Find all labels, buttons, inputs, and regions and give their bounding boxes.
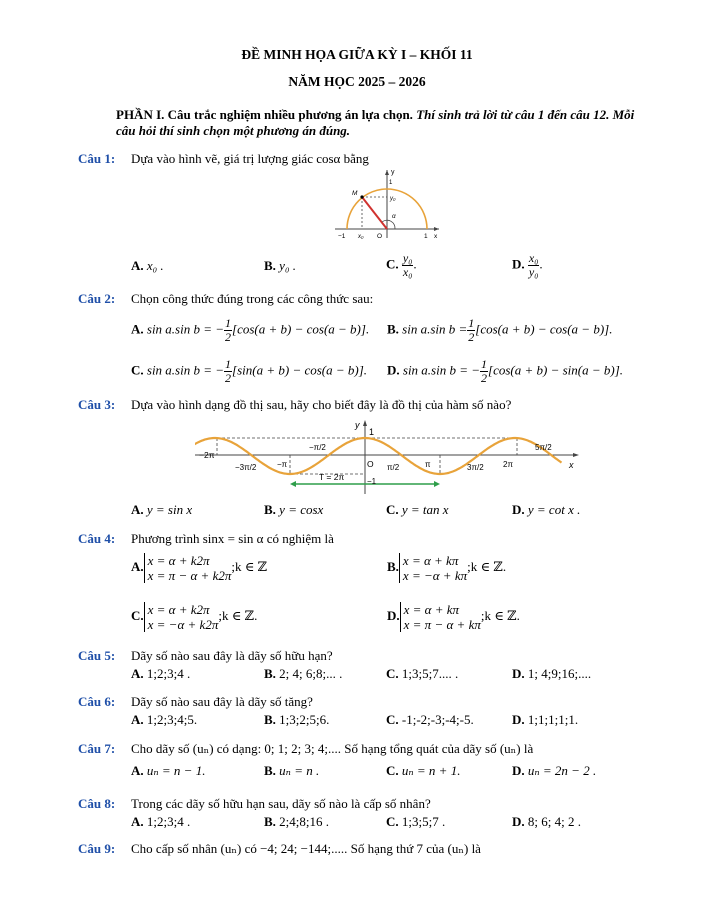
option-6b[interactable]: B. 1;3;2;5;6. [264, 712, 330, 727]
question-label: Câu 5: [78, 648, 116, 663]
question-label: Câu 7: [78, 741, 116, 756]
unit-circle-figure [333, 166, 443, 242]
fig1-x0: x₀ [358, 234, 364, 240]
fig2-threepi2: 3π/2 [467, 463, 484, 472]
fig1-one-top: 1 [389, 180, 393, 186]
option-8d[interactable]: D. 8; 6; 4; 2 . [512, 814, 581, 829]
fig1-y-label: y [391, 169, 395, 176]
fig1-neg1: −1 [338, 233, 346, 240]
option-5c[interactable]: C. 1;3;5;7.... . [386, 666, 459, 681]
fig1-alpha: α [392, 213, 396, 220]
fig2-fivepi2: 5π/2 [535, 443, 552, 452]
option-4d[interactable]: D. x = α + kπ x = π − α + kπ ;k ∈ ℤ. [387, 602, 520, 632]
question-label: Câu 8: [78, 796, 116, 811]
fig2-negpi: −π [277, 460, 288, 469]
question-label: Câu 9: [78, 841, 116, 856]
school-year: NĂM HỌC 2025 – 2026 [288, 74, 426, 89]
option-8a[interactable]: A. 1;2;3;4 . [131, 814, 191, 829]
question-label: Câu 2: [78, 291, 116, 306]
option-1b[interactable]: B. y₀ . [264, 258, 296, 273]
fig2-O: O [367, 459, 374, 469]
option-7b[interactable]: B. uₙ = n . [264, 763, 320, 778]
fig2-pi2: π/2 [387, 463, 400, 472]
fig2-one: 1 [369, 427, 375, 437]
cosine-graph-figure [195, 418, 585, 494]
exam-title: ĐỀ MINH HỌA GIỮA KỲ I – KHỐI 11 [241, 47, 473, 62]
fig1-M: M [352, 190, 358, 197]
fig2-neg1: −1 [367, 477, 377, 486]
option-2a[interactable]: A. sin a.sin b = − $\frac{1}{2}$ [cos(a + b) − cos(a − b)]. [131, 316, 370, 344]
question-label: Câu 1: [78, 151, 116, 166]
option-8b[interactable]: B. 2;4;8;16 . [264, 814, 330, 829]
option-7d[interactable]: D. uₙ = 2n − 2 . [512, 763, 597, 778]
fig2-negpi2: −π/2 [309, 443, 326, 452]
fig2-neg3pi2: −3π/2 [235, 463, 257, 472]
option-2d[interactable]: D. sin a.sin b = − $\frac{1}{2}$ [cos(a + b) − sin(a − b)]. [387, 357, 624, 385]
option-7a[interactable]: A. uₙ = n − 1. [131, 763, 206, 778]
fig2-period: T = 2π [319, 472, 345, 482]
option-6d[interactable]: D. 1;1;1;1;1. [512, 712, 579, 727]
question-text: Phương trình sinx = sin α có nghiệm là [131, 531, 334, 546]
question-text: Cho cấp số nhân (uₙ) có −4; 24; −144;..... Số hạng thứ 7 của (uₙ) là [131, 841, 481, 856]
question-text: Dựa vào hình dạng đồ thị sau, hãy cho biết đây là đồ thị của hàm số nào? [131, 397, 512, 412]
option-5b[interactable]: B. 2; 4; 6;8;... . [264, 666, 343, 681]
option-1c[interactable]: C. $\frac{\text{y₀}}{\text{x₀}}$ . [386, 251, 417, 279]
question-label: Câu 6: [78, 694, 116, 709]
option-6c[interactable]: C. -1;-2;-3;-4;-5. [386, 712, 474, 727]
option-6a[interactable]: A. 1;2;3;4;5. [131, 712, 198, 727]
fig2-pi: π [425, 460, 431, 469]
fig2-neg2pi: −2π [199, 450, 215, 460]
option-3c[interactable]: C. y = tan x [386, 502, 449, 517]
option-7c[interactable]: C. uₙ = n + 1. [386, 763, 461, 778]
option-1d[interactable]: D. $\frac{\text{x₀}}{\text{y₀}}$ . [512, 251, 543, 279]
option-8c[interactable]: C. 1;3;5;7 . [386, 814, 446, 829]
question-text: Dựa vào hình vẽ, giá trị lượng giác cosα bằng [131, 151, 369, 166]
option-5a[interactable]: A. 1;2;3;4 . [131, 666, 191, 681]
question-text: Dãy số nào sau đây là dãy số hữu hạn? [131, 648, 333, 663]
question-text: Chọn công thức đúng trong các công thức sau: [131, 291, 374, 306]
option-4a[interactable]: A. x = α + k2π x = π − α + k2π ;k ∈ ℤ [131, 553, 268, 583]
question-label: Câu 4: [78, 531, 116, 546]
option-1a[interactable]: A. x₀ . [131, 258, 164, 273]
option-4c[interactable]: C. x = α + k2π x = −α + k2π ;k ∈ ℤ. [131, 602, 258, 632]
option-2c[interactable]: C. sin a.sin b = − $\frac{1}{2}$ [sin(a + b) − cos(a − b)]. [131, 357, 368, 385]
question-text: Dãy số nào sau đây là dãy số tăng? [131, 694, 313, 709]
option-5d[interactable]: D. 1; 4;9;16;.... [512, 666, 592, 681]
question-label: Câu 3: [78, 397, 116, 412]
fig1-one-right: 1 [424, 233, 428, 240]
part-heading: PHẦN I. Câu trắc nghiệm nhiều phương án lựa chọn. Thí sinh trả lời từ câu 1 đến câu 12. Mỗi câu hỏi thí sinh chọn một phương án đúng. [116, 107, 635, 138]
question-text: Cho dãy số (uₙ) có dạng: 0; 1; 2; 3; 4;.... Số hạng tổng quát của dãy số (uₙ) là [131, 741, 534, 756]
option-2b[interactable]: B. sin a.sin b = $\frac{1}{2}$ [cos(a + b) − cos(a − b)]. [387, 316, 613, 344]
option-3a[interactable]: A. y = sin x [131, 502, 193, 517]
fig1-y0: y₀ [390, 196, 396, 202]
option-4b[interactable]: B. x = α + kπ x = −α + kπ ;k ∈ ℤ. [387, 553, 507, 583]
option-3d[interactable]: D. y = cot x . [512, 502, 581, 517]
fig2-y: y [355, 420, 360, 430]
question-text: Trong các dãy số hữu hạn sau, dãy số nào là cấp số nhân? [131, 796, 431, 811]
fig1-x: x [434, 233, 438, 240]
option-3b[interactable]: B. y = cosx [264, 502, 324, 517]
fig1-O: O [377, 233, 383, 240]
fig2-twopi: 2π [503, 460, 513, 469]
fig2-x: x [569, 460, 574, 470]
